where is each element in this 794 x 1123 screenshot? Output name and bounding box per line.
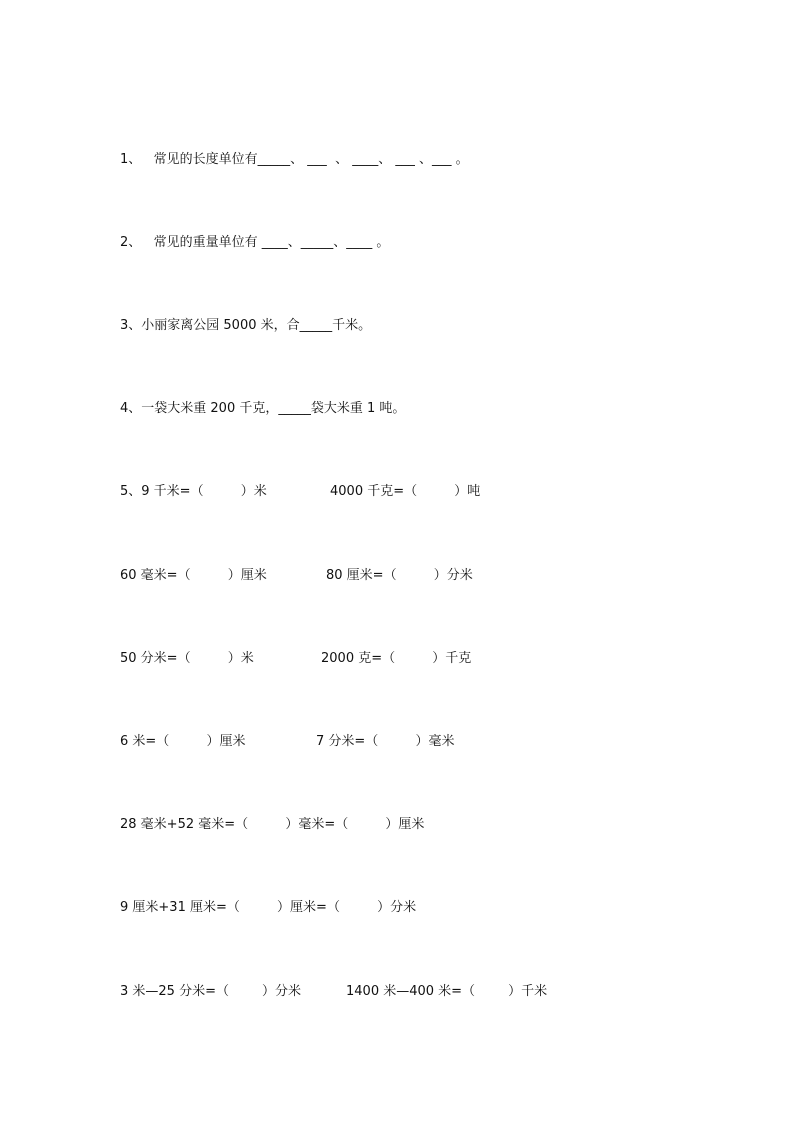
conversion-right: 2000 克=（ ）千克: [321, 651, 472, 666]
question-1: 1、 常见的长度单位有_____、 ___ 、 ____、 ___ 、___ 。: [120, 152, 469, 167]
conversion-right: 4000 千克=（ ）吨: [330, 484, 481, 499]
conversion-left: 60 毫米=（ ）厘米: [120, 568, 267, 583]
question-4: 4、一袋大米重 200 千克，_____袋大米重 1 吨。: [120, 401, 406, 416]
question-2: 2、 常见的重量单位有 ____、_____、____ 。: [120, 235, 390, 250]
conversion-row-3: [120, 650, 472, 722]
question-3: 3、小丽家离公园 5000 米，合_____千米。: [120, 318, 372, 333]
conversion-left: 5、9 千米=（ ）米: [120, 484, 267, 499]
conversion-right: 80 厘米=（ ）分米: [326, 568, 473, 583]
conversion-row-4: [120, 733, 455, 805]
conversion-left: 9 厘米+31 厘米=（ ）厘米=（ ）分米: [120, 900, 417, 915]
conversion-left: 6 米=（ ）厘米: [120, 734, 246, 749]
conversion-row-1: [120, 483, 481, 555]
conversion-right: 7 分米=（ ）毫米: [316, 734, 455, 749]
conversion-row-2: [120, 567, 473, 639]
conversion-left: 3 米—25 分米=（ ）分米: [120, 984, 302, 999]
conversion-row-5: [120, 816, 425, 870]
conversion-left: 28 毫米+52 毫米=（ ）毫米=（ ）厘米: [120, 817, 425, 832]
conversion-row-7: [120, 983, 548, 1055]
conversion-left: 50 分米=（ ）米: [120, 651, 254, 666]
conversion-row-6: [120, 899, 417, 953]
conversion-right: 1400 米—400 米=（ ）千米: [346, 984, 548, 999]
